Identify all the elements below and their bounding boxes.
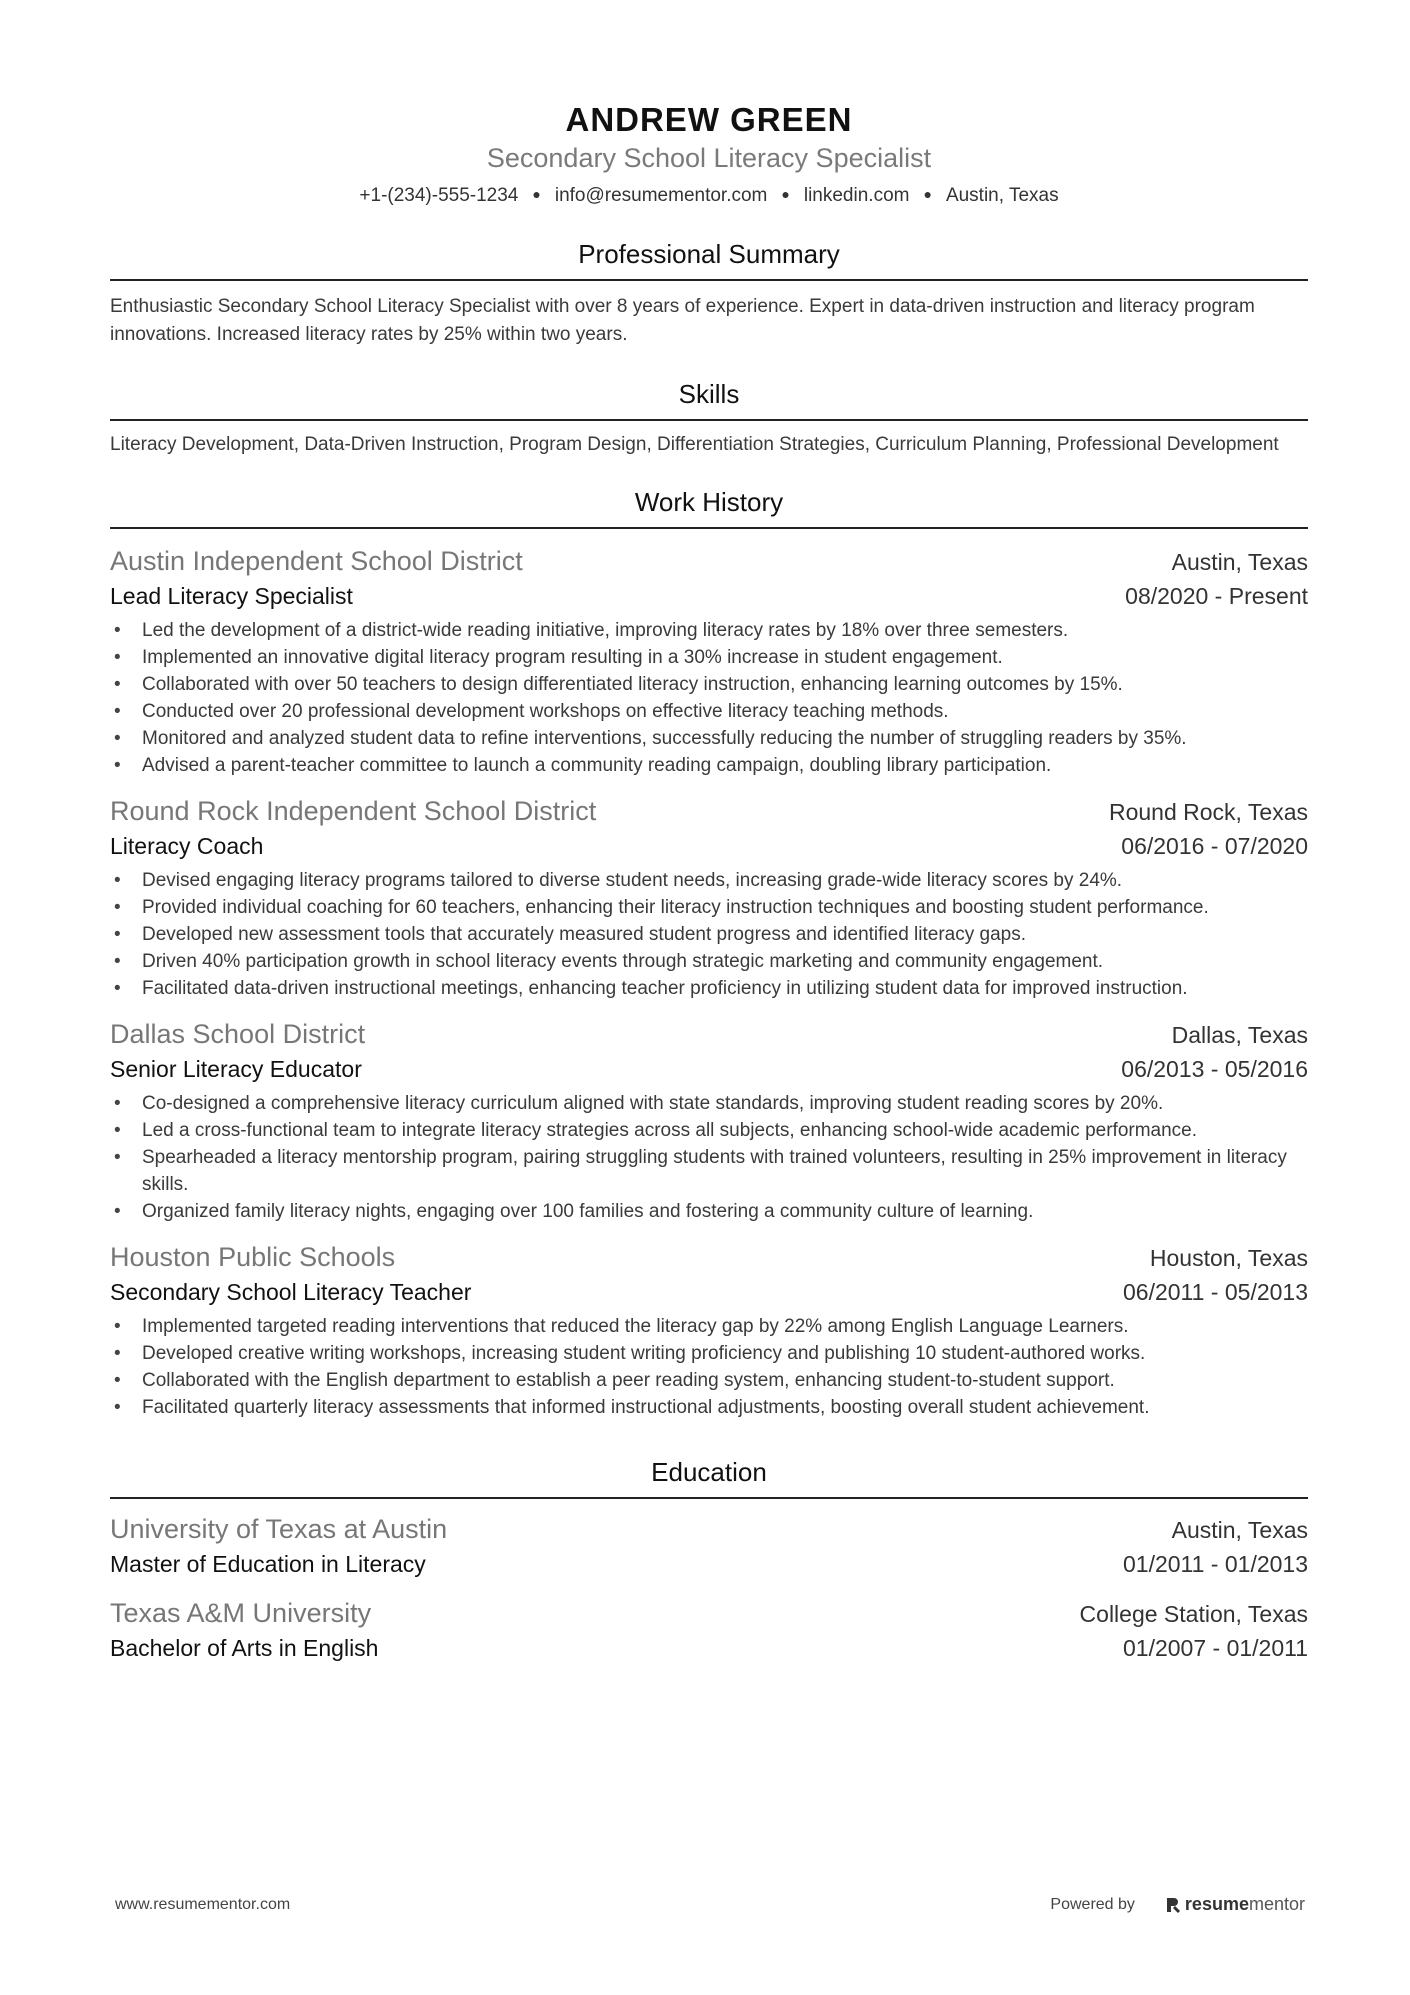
job-organization: Dallas School District (110, 1019, 366, 1049)
job-bullet: • Devised engaging literacy programs tailored to diverse student needs, increasing grade-wide literacy scores by 24%. (110, 867, 1308, 894)
contact-email[interactable]: info@resumementor.com (554, 185, 768, 206)
candidate-name: ANDREW GREEN (565, 101, 853, 138)
job-location: Houston, Texas (1149, 1245, 1308, 1271)
job-title: Secondary School Literacy Teacher (110, 1279, 472, 1305)
section-title-education: Education (110, 1455, 1308, 1499)
summary-text: Enthusiastic Secondary School Literacy Specialist with over 8 years of experience. Expert in data-driven instruction and literacy program innovations. Increased literacy rates by 25% within two years. (110, 296, 1255, 345)
job-bullet: • Spearheaded a literacy mentorship program, pairing struggling students with trained volunteers, resulting in 25% improvement in literacy skills. (110, 1144, 1308, 1198)
job-bullet: • Co-designed a comprehensive literacy curriculum aligned with state standards, improving student reading scores by 20%. (110, 1090, 1308, 1117)
job-dates: 08/2020 - Present (1125, 583, 1308, 609)
job-bullet: • Collaborated with over 50 teachers to design differentiated literacy instruction, enhancing learning outcomes by 15%. (110, 671, 1308, 698)
job-bullet: • Organized family literacy nights, engaging over 100 families and fostering a community culture of learning. (110, 1198, 1308, 1225)
education-school: Texas A&M University (110, 1598, 372, 1628)
job-bullets (110, 617, 1308, 779)
job-bullets (110, 867, 1308, 1002)
job-bullet: • Led the development of a district-wide reading initiative, improving literacy rates by 18% over three semesters. (110, 617, 1308, 644)
job-organization: Houston Public Schools (110, 1242, 396, 1272)
job-entry (110, 1239, 1308, 1421)
job-location: Dallas, Texas (1171, 1022, 1308, 1048)
bullet-separator: ● (923, 186, 932, 202)
job-bullet: • Advised a parent-teacher committee to launch a community reading campaign, doubling library participation. (110, 752, 1308, 779)
brand-name-bold: resume (1184, 1894, 1249, 1914)
brand-name-light: mentor (1248, 1894, 1305, 1914)
bullet-separator: ● (532, 186, 541, 202)
resume-page (110, 100, 1308, 1665)
job-bullet: • Led a cross-functional team to integrate literacy strategies across all subjects, enhancing school-wide academic performance. (110, 1117, 1308, 1144)
skills-section (110, 377, 1308, 457)
job-title: Lead Literacy Specialist (110, 583, 353, 609)
footer-website-link[interactable]: www.resumementor.com (115, 1895, 291, 1913)
job-bullet: • Implemented an innovative digital literacy program resulting in a 30% increase in student engagement. (110, 644, 1308, 671)
job-location: Austin, Texas (1171, 549, 1308, 575)
job-title: Senior Literacy Educator (110, 1056, 362, 1082)
education-location: Austin, Texas (1171, 1517, 1308, 1543)
education-entry (110, 1511, 1308, 1581)
job-dates: 06/2011 - 05/2013 (1122, 1279, 1308, 1305)
resume-header (110, 100, 1308, 209)
bullet-separator: ● (781, 186, 790, 202)
job-bullet: • Developed new assessment tools that accurately measured student progress and identified literacy gaps. (110, 921, 1308, 948)
education-school: University of Texas at Austin (110, 1514, 448, 1544)
job-bullet: • Monitored and analyzed student data to refine interventions, successfully reducing the number of struggling readers by 35%. (110, 725, 1308, 752)
candidate-headline: Secondary School Literacy Specialist (486, 143, 932, 173)
skills-text: Literacy Development, Data-Driven Instruction, Program Design, Differentiation Strategies, Curriculum Planning, Professional Development (110, 434, 1279, 455)
contact-line (110, 181, 1308, 209)
job-dates: 06/2016 - 07/2020 (1121, 833, 1308, 859)
job-bullet: • Provided individual coaching for 60 teachers, enhancing their literacy instruction techniques and boosting student performance. (110, 894, 1308, 921)
job-entry (110, 543, 1308, 779)
contact-linkedin[interactable]: linkedin.com (803, 185, 910, 206)
job-bullet: • Developed creative writing workshops, increasing student writing proficiency and publishing 10 student-authored works. (110, 1340, 1308, 1367)
summary-section (110, 237, 1308, 349)
job-bullet: • Facilitated quarterly literacy assessments that informed instructional adjustments, boosting overall student achievement. (110, 1394, 1308, 1421)
education-degree: Bachelor of Arts in English (110, 1635, 379, 1661)
education-dates: 01/2011 - 01/2013 (1122, 1551, 1308, 1577)
powered-by (1050, 1894, 1305, 1915)
brand-logo[interactable] (1165, 1894, 1305, 1915)
job-bullet: • Driven 40% participation growth in school literacy events through strategic marketing and community engagement. (110, 948, 1308, 975)
job-dates: 06/2013 - 05/2016 (1121, 1056, 1308, 1082)
job-title: Literacy Coach (110, 833, 264, 859)
section-title-skills: Skills (110, 377, 1308, 421)
job-location: Round Rock, Texas (1108, 799, 1308, 825)
education-dates: 01/2007 - 01/2011 (1122, 1635, 1308, 1661)
job-organization: Round Rock Independent School District (110, 796, 597, 826)
job-bullets (110, 1313, 1308, 1421)
resumementor-logo-icon (1165, 1896, 1181, 1914)
education-entry (110, 1595, 1308, 1665)
job-bullet: • Conducted over 20 professional development workshops on effective literacy teaching methods. (110, 698, 1308, 725)
contact-phone: +1-(234)-555-1234 (359, 185, 519, 206)
education-section (110, 1455, 1308, 1665)
powered-by-label: Powered by (1050, 1895, 1135, 1913)
section-title-summary: Professional Summary (110, 237, 1308, 281)
job-entry (110, 1016, 1308, 1225)
education-location: College Station, Texas (1079, 1601, 1308, 1627)
job-bullet: • Implemented targeted reading interventions that reduced the literacy gap by 22% among English Language Learners. (110, 1313, 1308, 1340)
education-degree: Master of Education in Literacy (110, 1551, 426, 1577)
job-bullet: • Facilitated data-driven instructional meetings, enhancing teacher proficiency in utilizing student data for improved instruction. (110, 975, 1308, 1002)
job-entry (110, 793, 1308, 1002)
job-organization: Austin Independent School District (110, 546, 523, 576)
job-bullet: • Collaborated with the English department to establish a peer reading system, enhancing student-to-student support. (110, 1367, 1308, 1394)
contact-location: Austin, Texas (945, 185, 1059, 206)
job-bullets (110, 1090, 1308, 1225)
section-title-work: Work History (110, 485, 1308, 529)
page-footer (115, 1894, 1305, 1915)
work-section (110, 485, 1308, 1421)
